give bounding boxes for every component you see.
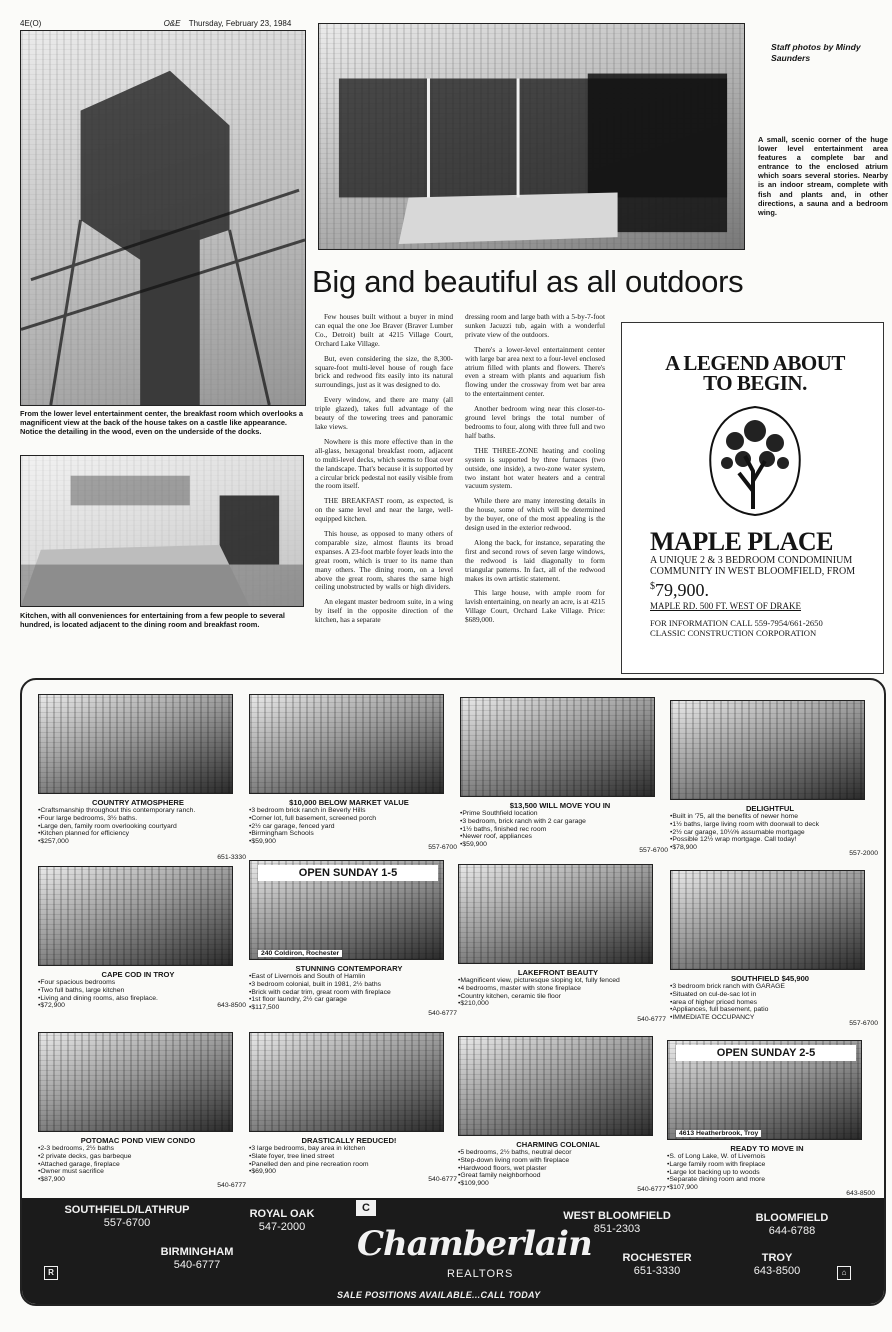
ad-info-phone: FOR INFORMATION CALL 559-7954/661-2650 bbox=[650, 618, 823, 628]
office-royal-oak bbox=[232, 1208, 332, 1234]
listing-detail: • area of higher priced homes bbox=[670, 999, 870, 1007]
house-photo bbox=[670, 700, 865, 800]
kitchen-caption: Kitchen, with all conveniences for entertaining from a few people to several hundred, is located adjacent to the dining room and breakfast room. bbox=[20, 611, 285, 630]
chamberlain-listings-ad bbox=[20, 678, 886, 1306]
listing-detail: • Four large bedrooms, 3½ baths. bbox=[38, 815, 238, 823]
office-phone: 547-2000 bbox=[258, 1221, 306, 1233]
listing-detail: • S. of Long Lake, W. of Livernois bbox=[667, 1153, 867, 1161]
listing bbox=[38, 866, 248, 1036]
listing-title: LAKEFRONT BEAUTY bbox=[517, 968, 599, 977]
listing-detail: • Separate dining room and more bbox=[667, 1176, 867, 1184]
listing-details bbox=[458, 977, 658, 1008]
office-name: ROCHESTER bbox=[622, 1252, 692, 1264]
listing-detail: • 1st floor laundry, 2½ car garage bbox=[249, 996, 449, 1004]
listing-details bbox=[249, 973, 449, 1012]
office-bloomfield bbox=[737, 1212, 847, 1238]
listing-details bbox=[38, 979, 238, 1010]
office-troy bbox=[727, 1252, 827, 1278]
article-column-1 bbox=[315, 313, 453, 631]
office-phone: 644-6788 bbox=[768, 1225, 816, 1237]
paragraph: dressing room and large bath with a 5-by-7-foot sunken Jacuzzi tub, again with a wonderful private view of the outdoors. bbox=[465, 312, 605, 339]
listing-details bbox=[458, 1149, 658, 1188]
article-headline: Big and beautiful as all outdoors bbox=[312, 264, 744, 299]
listing-title: CAPE COD IN TROY bbox=[101, 970, 175, 979]
listing-detail: • 5 bedrooms, 2½ baths, neutral decor bbox=[458, 1149, 658, 1157]
office-phone: 643-8500 bbox=[753, 1265, 801, 1277]
house-photo bbox=[38, 694, 233, 794]
listing-detail: • Magnificent view, picturesque sloping lot, fully fenced bbox=[458, 977, 658, 985]
listing-detail: • Prime Southfield location bbox=[460, 810, 660, 818]
listing bbox=[249, 860, 459, 1030]
house-photo bbox=[460, 697, 655, 797]
listing-phone: 540-6777 bbox=[217, 1182, 246, 1189]
listing-phone: 651-3330 bbox=[217, 854, 246, 861]
listing-detail: • IMMEDIATE OCCUPANCY bbox=[670, 1014, 870, 1022]
listing bbox=[667, 1040, 877, 1210]
listing-detail: • $87,900 bbox=[38, 1176, 238, 1184]
open-house-banner: OPEN SUNDAY 1-5 bbox=[258, 865, 438, 881]
listing-detail: • Newer roof, appliances bbox=[460, 833, 660, 841]
office-phone: 540-6777 bbox=[173, 1259, 221, 1271]
office-southfield bbox=[52, 1204, 202, 1230]
paragraph: Few houses built without a buyer in mind can equal the one Joe Braver (Braver Lumber Co., Detroit) built at 4215 Village Court, Orchard Lake Village. bbox=[315, 312, 453, 348]
maple-place-ad bbox=[650, 353, 860, 668]
listing-details bbox=[38, 1145, 238, 1184]
listing-phone: 540-6777 bbox=[637, 1016, 666, 1023]
ad-price bbox=[650, 577, 860, 600]
listing-detail: • Two full baths, large kitchen bbox=[38, 987, 238, 995]
listing-detail: • Appliances, full basement, patio bbox=[670, 1006, 870, 1014]
listing-details bbox=[670, 983, 870, 1022]
listing-detail: • 3 bedroom colonial, built in 1981, 2½ baths bbox=[249, 981, 449, 989]
listing-phone: 557-6700 bbox=[849, 1020, 878, 1027]
office-phone: 851-2303 bbox=[593, 1223, 641, 1235]
page-header bbox=[20, 19, 291, 28]
paragraph: This large house, with ample room for lavish entertaining, on nearly an acre, is at 4215 Village Court, Orchard Lake Village. Price: $689,000. bbox=[465, 588, 605, 625]
office-name: WEST BLOOMFIELD bbox=[563, 1210, 671, 1222]
listing-detail: • $107,900 bbox=[667, 1184, 867, 1192]
house-photo bbox=[458, 1036, 653, 1136]
brand-badge: C bbox=[356, 1200, 376, 1216]
atrium-caption: A small, scenic corner of the huge lower level entertainment area features a complete bar and entrance to the enclosed atrium which soars several stories. Nearby is an indoor stream, complete with fish and plants and, in other directions, a sauna and a bedroom wing. bbox=[758, 135, 888, 217]
office-name: TROY bbox=[761, 1252, 793, 1264]
listing-phone: 540-6777 bbox=[428, 1176, 457, 1183]
house-photo bbox=[249, 694, 444, 794]
listing-detail: • Large family room with fireplace bbox=[667, 1161, 867, 1169]
listing-detail: • $78,900 bbox=[670, 844, 870, 852]
issue-date: Thursday, February 23, 1984 bbox=[188, 19, 292, 28]
office-phone: 557-6700 bbox=[103, 1217, 151, 1229]
paragraph: Nowhere is this more effective than in the all-glass, hexagonal breakfast room, adjacent to multi-level decks, which seems to float over the landscape. That's because it is supported by a circular brick pedestal not easily visible from the room itself. bbox=[315, 436, 453, 491]
open-house-address: 4613 Heatherbrook, Troy bbox=[676, 1130, 761, 1137]
exterior-photo bbox=[20, 30, 306, 406]
listing-detail: • Hardwood floors, wet plaster bbox=[458, 1165, 658, 1173]
listing-detail: • 2 private decks, gas barbeque bbox=[38, 1153, 238, 1161]
listing-phone: 643-8500 bbox=[846, 1190, 875, 1197]
tree-logo bbox=[705, 401, 805, 521]
listing-detail: • 1½ baths, large living room with doorwall to deck bbox=[670, 821, 870, 829]
listing-title: READY TO MOVE IN bbox=[730, 1144, 804, 1153]
listing-detail: • 3 bedroom brick ranch with GARAGE bbox=[670, 983, 870, 991]
listing-detail: • 4 bedrooms, master with stone fireplace bbox=[458, 985, 658, 993]
listing-detail: • $59,900 bbox=[460, 841, 660, 849]
office-name: BLOOMFIELD bbox=[755, 1212, 829, 1224]
office-rochester bbox=[607, 1252, 707, 1278]
listing-detail: • Brick with cedar trim, great room with fireplace bbox=[249, 989, 449, 997]
page-number: 4E(O) bbox=[20, 19, 42, 28]
price-value: 79,900. bbox=[655, 580, 709, 600]
listing-detail: • Owner must sacrifice bbox=[38, 1168, 238, 1176]
listing-detail: • Great family neighborhood bbox=[458, 1172, 658, 1180]
house-photo bbox=[249, 1032, 444, 1132]
kitchen-photo bbox=[20, 455, 304, 607]
paragraph: While there are many interesting details in the house, some of which will be determined by the buyer, one of the most appealing is the design used in the exterior redwood. bbox=[465, 496, 605, 533]
paragraph: THE THREE-ZONE heating and cooling system is supported by three furnaces (two outside, one inside), a two-zone water system, two instant hot water heaters and a central vacuum system. bbox=[465, 445, 605, 491]
paragraph: Another bedroom wing near this closer-to-ground level brings the total number of bedrooms to four, along with three full and two half baths. bbox=[465, 404, 605, 440]
listing-detail: • 2½ car garage, fenced yard bbox=[249, 823, 449, 831]
paragraph: THE BREAKFAST room, as expected, is on the same level and near the large, well-equipped kitchen. bbox=[315, 496, 453, 524]
listing-title: $10,000 BELOW MARKET VALUE bbox=[289, 798, 409, 807]
house-photo bbox=[249, 860, 444, 960]
listing bbox=[670, 870, 880, 1040]
ad-headline: A LEGEND ABOUT TO BEGIN. bbox=[665, 351, 845, 395]
listing-detail: • Attached garage, fireplace bbox=[38, 1161, 238, 1169]
listing-phone: 643-8500 bbox=[217, 1002, 246, 1009]
listing-detail: • 3 bedroom brick ranch in Beverly Hills bbox=[249, 807, 449, 815]
listing-details bbox=[249, 1145, 449, 1176]
listing-detail: • Country kitchen, ceramic tile floor bbox=[458, 993, 658, 1001]
listing bbox=[249, 694, 459, 864]
listing bbox=[249, 1032, 459, 1202]
footer-tagline: SALE POSITIONS AVAILABLE...CALL TODAY bbox=[337, 1290, 541, 1300]
listing-details bbox=[460, 810, 660, 849]
listing-detail: • 3 large bedrooms, bay area in kitchen bbox=[249, 1145, 449, 1153]
listing bbox=[458, 1036, 668, 1206]
listing-title: CHARMING COLONIAL bbox=[516, 1140, 600, 1149]
paragraph: Every window, and there are many (all triple glazed), takes full advantage of the beauty of the towering trees and panoramic lake views. bbox=[315, 395, 453, 431]
open-house-banner: OPEN SUNDAY 2-5 bbox=[676, 1045, 856, 1061]
house-photo bbox=[38, 866, 233, 966]
paragraph: Along the back, for instance, separating the first and second rows of seven large windows, the redwood is laid diagonally to form triangular patterns. In fact, all of the redwood makes its own artistic statement. bbox=[465, 537, 605, 583]
realtor-icon: R bbox=[44, 1266, 58, 1280]
listing-detail: • Craftsmanship throughout this contemporary ranch. bbox=[38, 807, 238, 815]
listing bbox=[458, 864, 668, 1034]
office-birmingham bbox=[147, 1246, 247, 1272]
listing-title: DELIGHTFUL bbox=[745, 804, 795, 813]
listing-detail: • $109,900 bbox=[458, 1180, 658, 1188]
listing-phone: 557-2000 bbox=[849, 850, 878, 857]
ad-info bbox=[650, 618, 860, 638]
listing-detail: • Four spacious bedrooms bbox=[38, 979, 238, 987]
listing-detail: • Large lot backing up to woods bbox=[667, 1169, 867, 1177]
house-photo bbox=[458, 864, 653, 964]
listing-detail: • Step-down living room with fireplace bbox=[458, 1157, 658, 1165]
open-house-address: 240 Coldiron, Rochester bbox=[258, 950, 342, 957]
listing-detail: • $72,900 bbox=[38, 1002, 238, 1010]
ad-brand: MAPLE PLACE bbox=[650, 527, 833, 556]
listing-title: POTOMAC POND VIEW CONDO bbox=[80, 1136, 196, 1145]
listing-phone: 557-6700 bbox=[639, 847, 668, 854]
listing-detail: • 2½ car garage, 10¼% assumable mortgage bbox=[670, 829, 870, 837]
listing-detail: • Situated on cul-de-sac lot in bbox=[670, 991, 870, 999]
office-name: ROYAL OAK bbox=[249, 1208, 315, 1220]
listing-title: COUNTRY ATMOSPHERE bbox=[92, 798, 184, 807]
chamberlain-footer bbox=[22, 1198, 884, 1304]
listing-detail: • Built in '75, all the benefits of newer home bbox=[670, 813, 870, 821]
listing bbox=[38, 1032, 248, 1202]
paragraph: But, even considering the size, the 8,300-square-foot multi-level house of rough face brick and redwood fits easily into its natural surroundings, just as it was designed to do. bbox=[315, 353, 453, 390]
listing-detail: • $59,900 bbox=[249, 838, 449, 846]
listing-detail: • Large den, family room overlooking courtyard bbox=[38, 823, 238, 831]
listing-detail: • $257,000 bbox=[38, 838, 238, 846]
listing-details bbox=[667, 1153, 867, 1192]
office-phone: 651-3330 bbox=[633, 1265, 681, 1277]
brand-logo: Chamberlain bbox=[357, 1224, 592, 1264]
brand-subtitle: REALTORS bbox=[447, 1268, 514, 1280]
listing-details bbox=[249, 807, 449, 846]
atrium-photo bbox=[318, 23, 745, 250]
listing-title: STUNNING CONTEMPORARY bbox=[295, 964, 403, 973]
ad-directions: MAPLE RD. 500 FT. WEST OF DRAKE bbox=[650, 601, 802, 611]
equal-housing-icon: ⌂ bbox=[837, 1266, 851, 1280]
listing-detail: • East of Livernois and South of Hamlin bbox=[249, 973, 449, 981]
ad-subtitle: A UNIQUE 2 & 3 BEDROOM CONDOMINIUM COMMUNITY IN WEST BLOOMFIELD, FROM bbox=[650, 555, 856, 577]
office-name: BIRMINGHAM bbox=[160, 1246, 234, 1258]
listing-title: $13,500 WILL MOVE YOU IN bbox=[509, 801, 611, 810]
exterior-caption: From the lower level entertainment center, the breakfast room which overlooks a magnificent view at the back of the house takes on a castle like appearance. Notice the detailing in the wood, even on the underside of the docks. bbox=[20, 409, 303, 437]
article-column-2 bbox=[465, 313, 605, 631]
listing-title: SOUTHFIELD $45,900 bbox=[730, 974, 810, 983]
listing-detail: • 3 bedroom, brick ranch with 2 car garage bbox=[460, 818, 660, 826]
price-symbol: $ bbox=[650, 581, 655, 592]
paragraph: There's a lower-level entertainment center with large bar area next to a four-level enclosed atrium filled with plants and flowers. There's even a stream with plants and aquarium fish flowing under the crossway from wet bar area to the entertainment center. bbox=[465, 344, 605, 399]
office-name: SOUTHFIELD/LATHRUP bbox=[64, 1204, 190, 1216]
paragraph: An elegant master bedroom suite, in a wing by itself in the opposite direction of the kitchen, has a separate bbox=[315, 597, 453, 625]
listing-detail: • Panelled den and pine recreation room bbox=[249, 1161, 449, 1169]
listing-phone: 540-6777 bbox=[428, 1010, 457, 1017]
listing-details bbox=[38, 807, 238, 846]
listing-detail: • Living and dining rooms, also fireplace. bbox=[38, 995, 238, 1003]
listing-detail: • $69,900 bbox=[249, 1168, 449, 1176]
house-photo bbox=[670, 870, 865, 970]
listing bbox=[460, 697, 670, 867]
listing-detail: • 2-3 bedrooms, 2½ baths bbox=[38, 1145, 238, 1153]
office-west-bloomfield bbox=[547, 1210, 687, 1236]
listing-detail: • Possible 12½ wrap mortgage. Call today! bbox=[670, 836, 870, 844]
house-photo bbox=[667, 1040, 862, 1140]
photo-credit: Staff photos by Mindy Saunders bbox=[771, 42, 861, 63]
listing-detail: • Corner lot, full basement, screened porch bbox=[249, 815, 449, 823]
listing-title: DRASTICALLY REDUCED! bbox=[301, 1136, 397, 1145]
listing-details bbox=[670, 813, 870, 852]
house-photo bbox=[38, 1032, 233, 1132]
listing-detail: • 1½ baths, finished rec room bbox=[460, 826, 660, 834]
ad-info-company: CLASSIC CONSTRUCTION CORPORATION bbox=[650, 628, 817, 638]
listing-detail: • Slate foyer, tree lined street bbox=[249, 1153, 449, 1161]
listing-phone: 540-6777 bbox=[637, 1186, 666, 1193]
listing-detail: • Kitchen planned for efficiency bbox=[38, 830, 238, 838]
listing bbox=[670, 700, 880, 870]
listing bbox=[38, 694, 248, 864]
paragraph: This house, as opposed to many others of comparable size, almost flaunts its broad expanses. A 23-foot marble foyer leads into the great room, which is truer to its name than many others. The dining room, on a level above the great room, shares the same high ceiling unobstructed by walls or high dividers. bbox=[315, 529, 453, 592]
listing-detail: • $117,500 bbox=[249, 1004, 449, 1012]
listing-phone: 557-6700 bbox=[428, 844, 457, 851]
listing-detail: • $210,000 bbox=[458, 1000, 658, 1008]
listing-detail: • Birmingham Schools bbox=[249, 830, 449, 838]
paper-name: O&E bbox=[163, 19, 181, 28]
